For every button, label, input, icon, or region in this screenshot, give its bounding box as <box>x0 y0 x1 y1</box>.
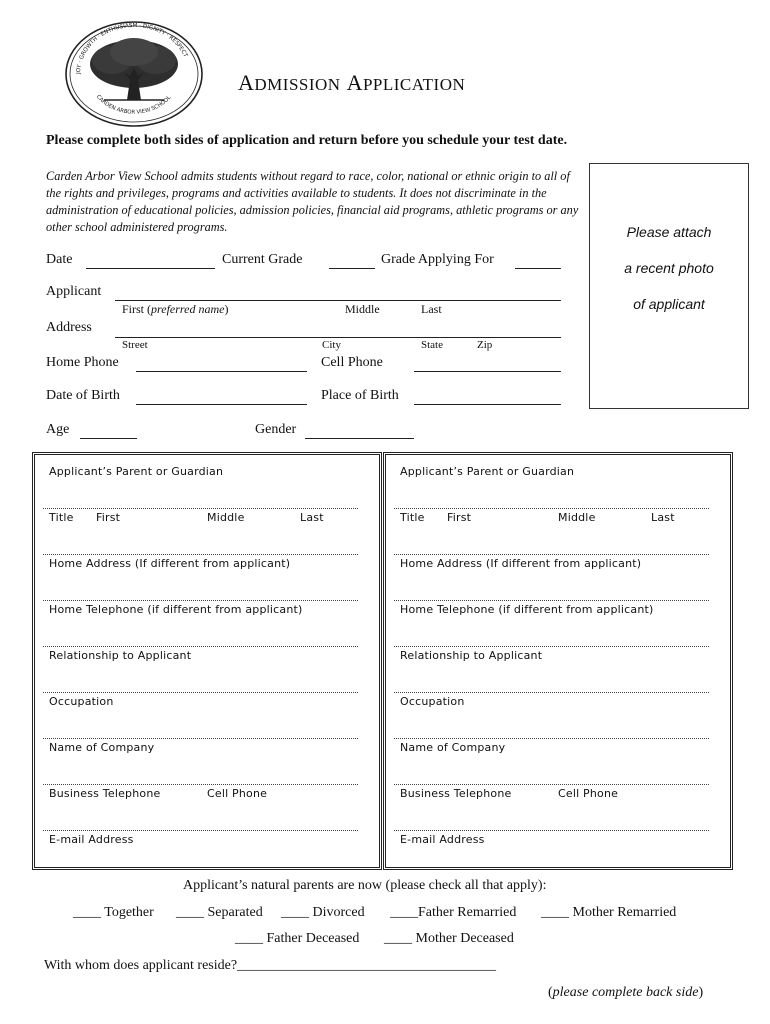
age-label: Age <box>46 422 70 437</box>
guardian-email-field[interactable] <box>43 830 358 831</box>
guardian-email-caption: E-mail Address <box>49 833 134 846</box>
guardian-email-caption: E-mail Address <box>400 833 485 846</box>
pob-label: Place of Birth <box>321 388 399 403</box>
photo-line-1: Please attach <box>626 224 712 240</box>
street-caption: Street <box>122 339 148 351</box>
guardian-business-telephone-caption: Business Telephone <box>400 787 512 800</box>
guardian-middle-caption: Middle <box>207 511 245 524</box>
guardian-home-telephone-field[interactable] <box>394 600 709 601</box>
nondiscrimination-statement: Carden Arbor View School admits students without regard to race, color, national or ethnic origin to all of the rights and privileges, programs and activities available to students. It does not discriminate in the administration of educational policies, admission policies, financial aid programs, athletic programs or any other school administered programs. <box>46 169 579 234</box>
guardian-business-telephone-caption: Business Telephone <box>49 787 161 800</box>
home-phone-field[interactable] <box>136 371 307 372</box>
guardian-occupation-caption: Occupation <box>400 695 465 708</box>
age-field[interactable] <box>80 438 137 439</box>
check-divorced[interactable]: ____ Divorced <box>281 905 365 920</box>
guardian-business-telephone-field[interactable] <box>43 784 358 785</box>
guardian-name-field[interactable] <box>43 508 358 509</box>
guardian-company-caption: Name of Company <box>400 741 506 754</box>
middle-name-caption: Middle <box>345 302 380 316</box>
check-mother-remarried[interactable]: ____ Mother Remarried <box>541 905 677 920</box>
guardian-relationship-caption: Relationship to Applicant <box>49 649 192 662</box>
guardian-occupation-field[interactable] <box>394 692 709 693</box>
pob-field[interactable] <box>414 404 561 405</box>
guardian-box-1 <box>32 452 382 870</box>
check-father-remarried[interactable]: ____Father Remarried <box>390 905 517 920</box>
date-field[interactable] <box>86 268 215 269</box>
guardian-relationship-caption: Relationship to Applicant <box>400 649 543 662</box>
check-father-deceased[interactable]: ____ Father Deceased <box>235 931 360 946</box>
guardian-box-2 <box>383 452 733 870</box>
city-caption: City <box>322 339 341 351</box>
cell-phone-field[interactable] <box>414 371 561 372</box>
guardian-home-telephone-caption: Home Telephone (if different from applicant) <box>400 603 654 616</box>
guardian-last-caption: Last <box>651 511 675 524</box>
instruction-text: Please complete both sides of application and return before you schedule your test date. <box>46 133 568 148</box>
parents-status-question: Applicant’s natural parents are now (please check all that apply): <box>183 878 547 893</box>
current-grade-field[interactable] <box>329 268 375 269</box>
photo-line-2: a recent photo <box>624 260 714 276</box>
guardian-address-caption: Home Address (If different from applicant) <box>49 557 291 570</box>
photo-line-3: of applicant <box>633 296 705 312</box>
check-separated[interactable]: ____ Separated <box>176 905 263 920</box>
guardian-name-field[interactable] <box>394 508 709 509</box>
first-name-caption: First (preferred name) <box>122 302 229 316</box>
address-label: Address <box>46 320 92 335</box>
guardian-first-caption: First <box>96 511 121 524</box>
cell-phone-label: Cell Phone <box>321 355 383 370</box>
guardian-home-telephone-field[interactable] <box>43 600 358 601</box>
dob-label: Date of Birth <box>46 388 120 403</box>
guardian-address-field[interactable] <box>394 554 709 555</box>
current-grade-label: Current Grade <box>222 252 303 267</box>
guardian-title-caption: Title <box>400 511 425 524</box>
guardian-home-telephone-caption: Home Telephone (if different from applicant) <box>49 603 303 616</box>
guardian-first-caption: First <box>447 511 472 524</box>
gender-field[interactable] <box>305 438 414 439</box>
guardian-company-field[interactable] <box>43 738 358 739</box>
guardian-relationship-field[interactable] <box>394 646 709 647</box>
guardian-occupation-field[interactable] <box>43 692 358 693</box>
zip-caption: Zip <box>477 339 493 351</box>
check-mother-deceased[interactable]: ____ Mother Deceased <box>384 931 514 946</box>
school-logo <box>64 20 204 128</box>
guardian-cell-phone-caption: Cell Phone <box>558 787 619 800</box>
guardian-last-caption: Last <box>300 511 324 524</box>
photo-placeholder <box>589 163 749 409</box>
applicant-name-field[interactable] <box>115 300 561 301</box>
guardian-email-field[interactable] <box>394 830 709 831</box>
grade-applying-field[interactable] <box>515 268 561 269</box>
guardian-company-field[interactable] <box>394 738 709 739</box>
guardian-cell-phone-caption: Cell Phone <box>207 787 268 800</box>
guardian-company-caption: Name of Company <box>49 741 155 754</box>
guardian-address-field[interactable] <box>43 554 358 555</box>
logo-school-name: CARDEN ARBOR VIEW SCHOOL <box>94 94 173 116</box>
date-label: Date <box>46 252 73 267</box>
reside-question[interactable]: With whom does applicant reside?_____________________________________ <box>44 958 497 973</box>
applicant-label: Applicant <box>46 284 102 299</box>
page-title: ADMISSION APPLICATION <box>238 70 466 95</box>
guardian-occupation-caption: Occupation <box>49 695 114 708</box>
guardian-middle-caption: Middle <box>558 511 596 524</box>
guardian-address-caption: Home Address (If different from applicant) <box>400 557 642 570</box>
dob-field[interactable] <box>136 404 307 405</box>
guardian-business-telephone-field[interactable] <box>394 784 709 785</box>
check-together[interactable]: ____ Together <box>73 905 154 920</box>
grade-applying-label: Grade Applying For <box>381 252 494 267</box>
home-phone-label: Home Phone <box>46 355 119 370</box>
gender-label: Gender <box>255 422 297 437</box>
guardian-heading: Applicant’s Parent or Guardian <box>49 465 224 478</box>
last-name-caption: Last <box>421 302 442 316</box>
guardian-relationship-field[interactable] <box>43 646 358 647</box>
guardian-heading: Applicant’s Parent or Guardian <box>400 465 575 478</box>
address-field[interactable] <box>115 337 561 338</box>
footer-note: (please complete back side) <box>548 985 704 1000</box>
guardian-title-caption: Title <box>49 511 74 524</box>
state-caption: State <box>421 339 443 351</box>
logo-motto: JOY · GROWTH · ENTHUSIASM · DIGNITY · RESPECT <box>75 22 189 75</box>
